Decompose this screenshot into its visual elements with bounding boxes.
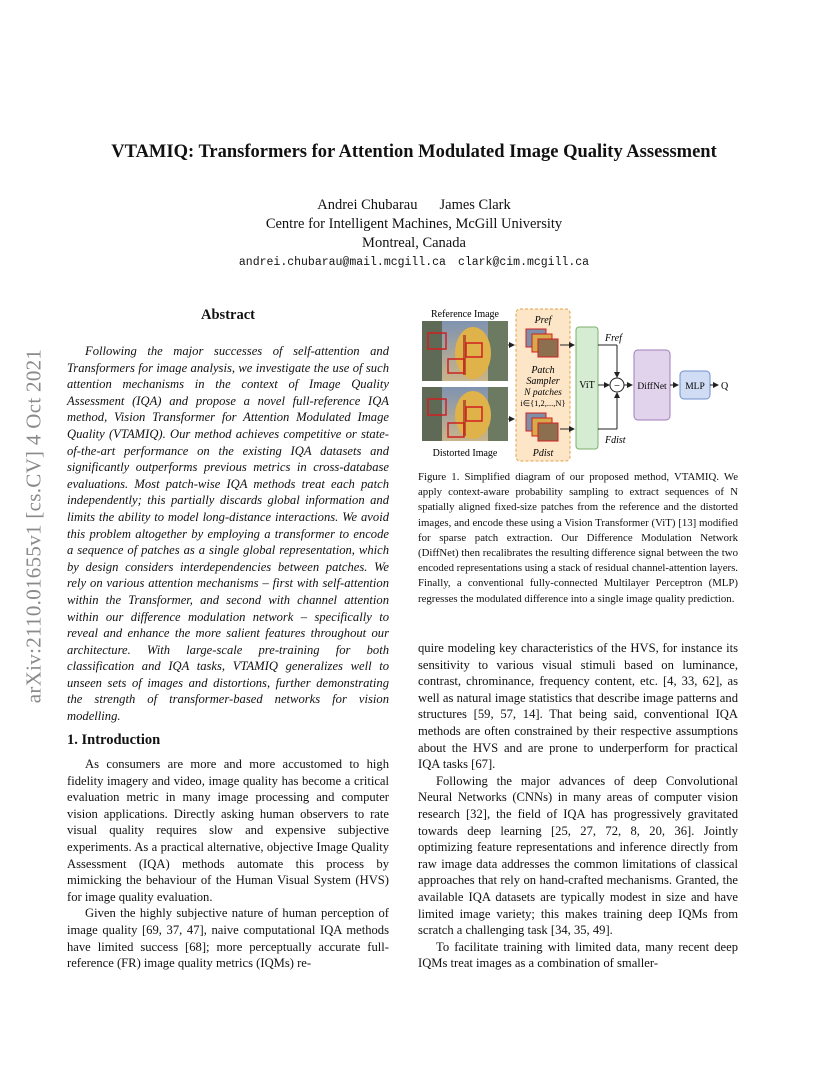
intro-paragraph: As consumers are more and more accustomed to high fidelity imagery and video, image quality has become a critical evaluation metric in many image processing and computer vision applications. Directly asking human observers to rate visual quality requires slow and expensive subjective experiments. As a practical alternative, objective Image Quality Assessment (IQA) methods automate this process by mimicking the behaviour of the Human Visual System (HVS) for image quality evaluation. [67, 757, 389, 904]
fdist-label: Fdist [605, 435, 626, 446]
author-name: James Clark [439, 197, 511, 213]
author-block [60, 196, 768, 253]
distorted-image [422, 387, 508, 441]
body-paragraph: To facilitate training with limited data, many recent deep IQMs treat images as a combination of smaller- [418, 939, 738, 971]
pref-label: Pref [534, 315, 552, 326]
affiliation: Centre for Intelligent Machines, McGill University [265, 216, 563, 232]
location: Montreal, Canada [362, 235, 466, 251]
vit-label: ViT [579, 380, 595, 391]
sampler-line: Patch [531, 365, 555, 376]
paper-title: VTAMIQ: Transformers for Attention Modulated Image Quality Assessment [111, 142, 717, 162]
sampler-line: N patches [524, 388, 562, 398]
reference-image-label: Reference Image [430, 309, 500, 320]
abstract-text [67, 343, 389, 725]
figure-1-diagram [418, 305, 748, 465]
diffnet-label: DiffNet [637, 382, 667, 392]
q-output-label: Q [721, 381, 729, 392]
abstract-paragraph: Following the major successes of self-attention and Transformers for image analysis, we investigate the use of such attention mechanisms in the context of Image Quality Assessment (IQA) and propose a novel full-reference IQA method, Vision Transformer for Attention Modulated Image Quality (VTAMIQ). Our method achieves competitive or state-of-the-art performance on the existing IQA datasets and significantly outperforms previous metrics in cross-database evaluations. Most patch-wise IQA methods treat each patch independently; this partially discards global information and limits the ability to model long-distance interactions. We avoid this problem altogether by employing a transformer to encode a sequence of patches as a single global representation, which by design considers interdependencies between patches. We rely on various attention mechanisms – first with self-attention within the Transformer, and second with channel attention within our difference modulation network – specifically to reveal and enhance the more salient features throughout our architecture. With large-scale pre-training for both classification and IQA tasks, VTAMIQ generalizes well to unseen sets of images and distortions, further demonstrating the strength of transformer-based networks for vision modelling. [67, 344, 389, 724]
body-paragraph: Following the major advances of deep Convolutional Neural Networks (CNNs) in many areas of computer vision research [32], the field of IQA has progressively gravitated towards deep learning [25, 27, 72, 8, 20, 36]. Jointly optimizing feature representations and inference directly from raw image data addresses the common limitations of classical approaches that rely on hand-crafted mechanisms. Granted, the available IQA datasets are typically modest in size and have limited image variety; this makes training deep IQMs from scratch a challenging task [34, 35, 49]. [418, 773, 738, 938]
minus-label: − [613, 380, 621, 392]
figure-caption: Figure 1. Simplified diagram of our proposed method, VTAMIQ. We apply context-aware probability sampling to extract sequences of N spatially aligned fixed-size patches from the reference and the distorted images, and encode these using a Vision Transformer (ViT) [13] modified for sparse patch extraction. Our Difference Modulation Network (DiffNet) then recalibrates the resulting difference signal between the two encoded representations using a stack of residual channel-attention layers. Finally, a conventional fully-connected Multilayer Perceptron (MLP) regresses the modulated difference into a single image quality prediction. [418, 471, 738, 605]
fref-label: Fref [605, 333, 622, 344]
abstract-heading: Abstract [201, 307, 255, 323]
right-column-text [418, 640, 738, 972]
section-heading: 1. Introduction [67, 732, 161, 748]
sampler-line: i∈{1,2,...,N} [520, 398, 566, 408]
author-names [60, 196, 768, 215]
reference-image [422, 321, 508, 381]
email[interactable]: andrei.chubarau@mail.mcgill.ca [238, 256, 446, 269]
distorted-image-label: Distorted Image [432, 448, 498, 459]
author-emails [60, 256, 768, 269]
author-name: Andrei Chubarau [317, 197, 418, 213]
body-paragraph: quire modeling key characteristics of the HVS, for instance its sensitivity to various visual stimuli based on luminance, contrast, chrominance, frequency content, etc. [4, 33, 62], as well as natural image statistics that describe image patterns and structures [59, 57, 14]. That being said, conventional IQA methods are often constrained by their respective assumptions about the HVS and are prone to underperform for practical IQA tasks [67]. [418, 641, 738, 772]
arxiv-stamp: arXiv:2110.01655v1 [cs.CV] 4 Oct 2021 [21, 348, 46, 704]
mlp-label: MLP [685, 382, 705, 392]
intro-paragraph: Given the highly subjective nature of human perception of image quality [69, 37, 47], naive computational IQA methods have limited success [68]; more perceptually accurate full-reference (FR) image quality metrics (IQMs) re- [67, 906, 389, 971]
intro-text [67, 756, 389, 972]
sampler-line: Sampler [526, 376, 560, 387]
email[interactable]: clark@cim.mcgill.ca [457, 256, 590, 269]
pdist-label: Pdist [532, 448, 554, 459]
